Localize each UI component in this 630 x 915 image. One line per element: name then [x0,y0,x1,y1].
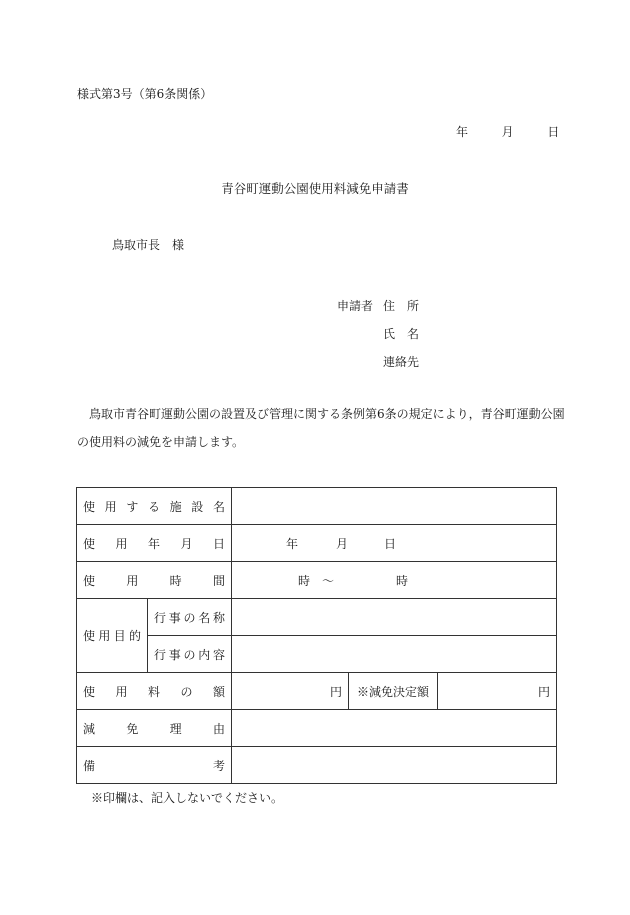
row-reduction-reason [77,710,557,747]
row-usage-fee [77,673,557,710]
label-char: 用 [98,629,111,643]
usage-date-month: 月 [336,536,349,551]
event-content-field[interactable] [232,636,557,673]
label-char: 行 [154,610,167,625]
name-label: 氏 名 [383,327,420,341]
reduction-reason-field[interactable] [232,710,557,747]
label-char: 額 [213,684,226,699]
usage-time-label [77,562,232,599]
label-char: 時 [169,573,182,588]
row-facility-name [77,488,557,525]
label-char: 用 [126,573,139,588]
label-char: 間 [212,573,225,588]
date-month-label: 月 [501,125,514,139]
event-content-label [148,636,232,673]
label-char: 事 [168,610,181,625]
label-char: 使 [83,536,96,551]
contact-label: 連絡先 [383,355,420,369]
usage-fee-field[interactable] [232,673,349,710]
label-char: 考 [213,758,226,773]
facility-name-field[interactable] [232,488,557,525]
label-char: 名 [212,499,225,514]
body-line-1: 鳥取市青谷町運動公園の設置及び管理に関する条例第6条の規定により，青谷町運動公園 [89,407,565,421]
label-char: 月 [180,536,193,551]
label-char: 事 [168,647,181,662]
usage-fee-yen: 円 [330,684,343,699]
body-text [77,400,567,456]
reduction-decision-label: ※減免決定額 [349,673,438,710]
date-day-label: 日 [547,125,560,139]
label-char: 使 [83,629,96,643]
usage-date-day: 日 [384,536,397,551]
label-char: 備 [83,758,96,773]
remarks-field[interactable] [232,747,557,784]
label-char: 免 [126,721,139,736]
row-usage-date [77,525,557,562]
addressee: 鳥取市長 様 [112,238,185,252]
time-start-unit: 時 [298,573,311,588]
label-char: の [180,684,193,699]
label-char: 由 [212,721,225,736]
label-char: 理 [169,721,182,736]
reduction-reason-label [77,710,232,747]
time-separator: ～ [322,573,335,588]
remarks-label [77,747,232,784]
row-event-name [77,599,557,636]
time-end-unit: 時 [396,573,409,588]
reduction-decision-yen: 円 [538,684,551,699]
label-char: 使 [83,684,96,699]
label-char: 使 [83,573,96,588]
label-char: 料 [148,684,161,699]
label-char: す [126,499,139,514]
label-char: 使 [83,499,96,514]
label-char: 設 [191,499,204,514]
event-name-label [148,599,232,636]
usage-date-year: 年 [286,536,299,551]
form-number: 様式第3号（第6条関係） [77,87,213,101]
label-char: 内 [198,647,211,662]
usage-fee-label [77,673,232,710]
body-line-2: の使用料の減免を申請します。 [77,435,245,449]
application-table [76,487,557,784]
event-name-field[interactable] [232,599,557,636]
usage-time-field[interactable] [232,562,557,599]
purpose-label [77,599,148,673]
label-char: 目 [113,629,126,643]
usage-date-label [77,525,232,562]
facility-name-label [77,488,232,525]
usage-date-field[interactable] [232,525,557,562]
label-char: る [147,499,160,514]
label-char: 的 [128,629,141,643]
label-char: の [183,647,196,662]
footnote: ※印欄は、記入しないでください。 [91,791,284,805]
label-char: の [183,610,196,625]
label-char: 用 [115,536,128,551]
label-char: 用 [104,499,117,514]
row-remarks [77,747,557,784]
label-char: 施 [169,499,182,514]
label-char: 年 [148,536,161,551]
row-usage-time [77,562,557,599]
label-char: 行 [154,647,167,662]
row-event-content [77,636,557,673]
label-char: 容 [213,647,226,662]
applicant-label: 申請者 [337,299,374,313]
document-title: 青谷町運動公園使用料減免申請書 [221,181,409,196]
date-line [456,123,559,140]
date-year-label: 年 [456,125,469,139]
reduction-decision-field[interactable] [438,673,557,710]
label-char: 称 [213,610,226,625]
label-char: 用 [115,684,128,699]
label-char: 名 [198,610,211,625]
label-char: 減 [83,721,96,736]
address-label: 住 所 [383,299,420,313]
label-char: 日 [213,536,226,551]
